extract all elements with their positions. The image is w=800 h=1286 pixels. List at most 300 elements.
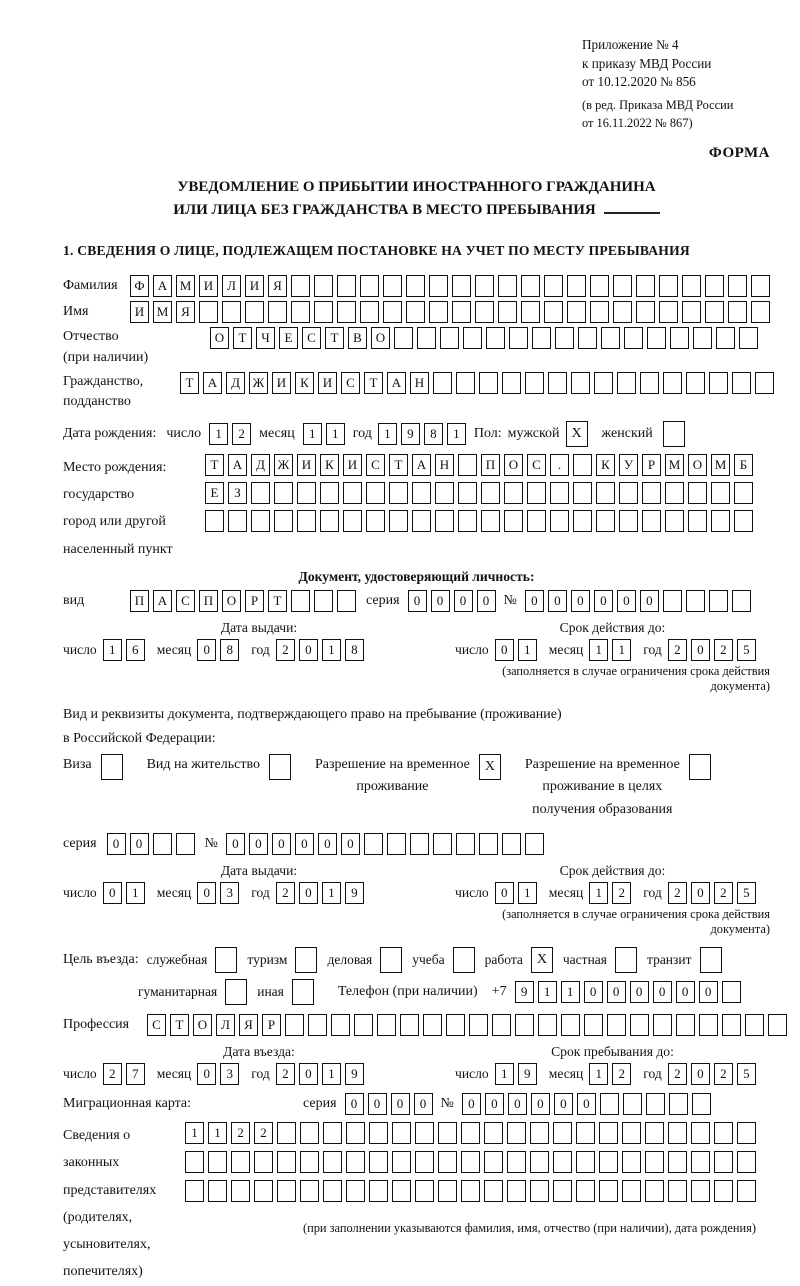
char-cell[interactable]: 2 [714,1063,733,1085]
char-cell[interactable]: 0 [691,1063,710,1085]
char-cell[interactable]: К [295,372,314,394]
char-cell[interactable]: Л [216,1014,235,1036]
char-cell[interactable] [337,301,356,323]
char-cell[interactable] [412,482,431,504]
char-cell[interactable]: 1 [447,423,466,445]
char-cell[interactable]: 0 [584,981,603,1003]
char-cell[interactable]: Л [222,275,241,297]
char-cell[interactable] [619,482,638,504]
char-cell[interactable]: 2 [276,1063,295,1085]
char-cell[interactable]: 0 [691,639,710,661]
char-cell[interactable] [693,327,712,349]
char-cell[interactable]: 2 [254,1122,273,1144]
char-cell[interactable] [481,482,500,504]
char-cell[interactable]: 0 [197,1063,216,1085]
char-cell[interactable]: 1 [561,981,580,1003]
char-cell[interactable]: И [130,301,149,323]
char-cell[interactable]: 0 [548,590,567,612]
char-cell[interactable] [254,1151,273,1173]
char-cell[interactable] [682,301,701,323]
char-cell[interactable] [446,1014,465,1036]
char-cell[interactable] [515,1014,534,1036]
char-cell[interactable] [504,482,523,504]
char-cell[interactable]: И [199,275,218,297]
char-cell[interactable] [383,301,402,323]
checkbox[interactable]: X [479,754,501,780]
char-cell[interactable] [590,301,609,323]
checkbox[interactable] [101,754,123,780]
char-cell[interactable] [208,1151,227,1173]
char-cell[interactable] [484,1180,503,1202]
char-cell[interactable] [600,1093,619,1115]
char-cell[interactable] [323,1151,342,1173]
char-cell[interactable] [553,1122,572,1144]
char-cell[interactable]: О [504,454,523,476]
char-cell[interactable] [665,482,684,504]
char-cell[interactable]: 1 [612,639,631,661]
char-cell[interactable]: 2 [231,1122,250,1144]
char-cell[interactable] [663,590,682,612]
char-cell[interactable] [636,275,655,297]
char-cell[interactable]: 0 [295,833,314,855]
char-cell[interactable]: 0 [391,1093,410,1115]
char-cell[interactable] [331,1014,350,1036]
char-cell[interactable]: С [527,454,546,476]
char-cell[interactable] [530,1180,549,1202]
char-cell[interactable]: 0 [577,1093,596,1115]
char-cell[interactable]: 1 [538,981,557,1003]
char-cell[interactable] [291,590,310,612]
char-cell[interactable]: 0 [495,639,514,661]
char-cell[interactable] [185,1180,204,1202]
char-cell[interactable]: 1 [589,639,608,661]
char-cell[interactable]: 0 [691,882,710,904]
char-cell[interactable] [412,510,431,532]
char-cell[interactable] [498,275,517,297]
char-cell[interactable] [438,1151,457,1173]
char-cell[interactable] [573,482,592,504]
char-cell[interactable] [469,1014,488,1036]
checkbox-cell[interactable]: X [566,421,588,447]
char-cell[interactable] [346,1122,365,1144]
char-cell[interactable]: 0 [272,833,291,855]
char-cell[interactable] [300,1180,319,1202]
char-cell[interactable] [734,510,753,532]
char-cell[interactable] [728,275,747,297]
char-cell[interactable]: 2 [103,1063,122,1085]
char-cell[interactable] [486,327,505,349]
char-cell[interactable]: 1 [208,1122,227,1144]
char-cell[interactable] [525,833,544,855]
char-cell[interactable]: 0 [249,833,268,855]
char-cell[interactable] [231,1151,250,1173]
char-cell[interactable] [435,510,454,532]
char-cell[interactable]: 0 [454,590,473,612]
char-cell[interactable]: Д [251,454,270,476]
char-cell[interactable] [622,1151,641,1173]
char-cell[interactable]: Н [410,372,429,394]
char-cell[interactable]: 2 [714,882,733,904]
char-cell[interactable]: 0 [495,882,514,904]
char-cell[interactable] [366,482,385,504]
char-cell[interactable] [530,1151,549,1173]
char-cell[interactable] [205,510,224,532]
char-cell[interactable]: С [341,372,360,394]
char-cell[interactable] [346,1151,365,1173]
char-cell[interactable] [686,590,705,612]
char-cell[interactable] [507,1180,526,1202]
char-cell[interactable]: Т [325,327,344,349]
char-cell[interactable] [481,510,500,532]
char-cell[interactable] [251,510,270,532]
char-cell[interactable] [699,1014,718,1036]
char-cell[interactable] [415,1151,434,1173]
char-cell[interactable]: К [320,454,339,476]
char-cell[interactable]: И [318,372,337,394]
char-cell[interactable]: М [711,454,730,476]
char-cell[interactable]: 3 [220,1063,239,1085]
char-cell[interactable]: О [210,327,229,349]
char-cell[interactable]: О [371,327,390,349]
char-cell[interactable] [576,1151,595,1173]
char-cell[interactable] [231,1180,250,1202]
char-cell[interactable]: 0 [485,1093,504,1115]
char-cell[interactable] [323,1122,342,1144]
char-cell[interactable] [596,482,615,504]
char-cell[interactable] [389,482,408,504]
char-cell[interactable] [768,1014,787,1036]
char-cell[interactable] [659,301,678,323]
char-cell[interactable] [320,510,339,532]
char-cell[interactable] [722,981,741,1003]
char-cell[interactable]: 0 [630,981,649,1003]
char-cell[interactable] [692,1093,711,1115]
char-cell[interactable]: 0 [345,1093,364,1115]
char-cell[interactable] [714,1122,733,1144]
char-cell[interactable] [285,1014,304,1036]
char-cell[interactable] [346,1180,365,1202]
char-cell[interactable] [458,510,477,532]
char-cell[interactable] [645,1151,664,1173]
char-cell[interactable]: Т [180,372,199,394]
char-cell[interactable] [251,482,270,504]
char-cell[interactable]: 9 [518,1063,537,1085]
char-cell[interactable] [337,275,356,297]
char-cell[interactable] [668,1180,687,1202]
char-cell[interactable] [668,1151,687,1173]
char-cell[interactable] [456,372,475,394]
char-cell[interactable] [622,1122,641,1144]
char-cell[interactable] [573,454,592,476]
char-cell[interactable]: 6 [126,639,145,661]
char-cell[interactable] [691,1122,710,1144]
char-cell[interactable] [594,372,613,394]
checkbox[interactable] [700,947,722,973]
char-cell[interactable] [544,301,563,323]
char-cell[interactable] [429,275,448,297]
checkbox[interactable] [215,947,237,973]
checkbox[interactable] [615,947,637,973]
char-cell[interactable] [705,301,724,323]
char-cell[interactable] [377,1014,396,1036]
char-cell[interactable]: 0 [640,590,659,612]
char-cell[interactable]: 0 [531,1093,550,1115]
char-cell[interactable] [274,510,293,532]
char-cell[interactable] [423,1014,442,1036]
char-cell[interactable] [392,1180,411,1202]
char-cell[interactable]: Т [364,372,383,394]
char-cell[interactable]: . [550,454,569,476]
char-cell[interactable]: А [387,372,406,394]
char-cell[interactable] [590,275,609,297]
char-cell[interactable]: О [688,454,707,476]
char-cell[interactable]: 0 [299,882,318,904]
char-cell[interactable] [527,510,546,532]
char-cell[interactable]: 9 [401,423,420,445]
char-cell[interactable]: 2 [668,882,687,904]
char-cell[interactable] [645,1122,664,1144]
char-cell[interactable]: 1 [326,423,345,445]
char-cell[interactable] [553,1180,572,1202]
char-cell[interactable] [550,482,569,504]
char-cell[interactable] [709,590,728,612]
char-cell[interactable]: Д [226,372,245,394]
char-cell[interactable] [601,327,620,349]
char-cell[interactable] [308,1014,327,1036]
char-cell[interactable]: А [228,454,247,476]
char-cell[interactable]: А [412,454,431,476]
char-cell[interactable] [458,482,477,504]
char-cell[interactable] [737,1180,756,1202]
char-cell[interactable] [728,301,747,323]
char-cell[interactable] [647,327,666,349]
char-cell[interactable]: 7 [126,1063,145,1085]
char-cell[interactable] [392,1151,411,1173]
char-cell[interactable]: Р [245,590,264,612]
char-cell[interactable] [406,275,425,297]
char-cell[interactable] [369,1180,388,1202]
char-cell[interactable] [623,1093,642,1115]
char-cell[interactable] [737,1122,756,1144]
char-cell[interactable]: Е [279,327,298,349]
char-cell[interactable] [613,275,632,297]
char-cell[interactable] [714,1180,733,1202]
checkbox-cell[interactable] [663,421,685,447]
char-cell[interactable]: 2 [232,423,251,445]
char-cell[interactable]: 5 [737,1063,756,1085]
char-cell[interactable] [596,510,615,532]
char-cell[interactable] [228,510,247,532]
char-cell[interactable]: 8 [220,639,239,661]
char-cell[interactable]: 2 [668,1063,687,1085]
char-cell[interactable]: 9 [515,981,534,1003]
char-cell[interactable]: 0 [431,590,450,612]
char-cell[interactable] [277,1151,296,1173]
char-cell[interactable]: П [199,590,218,612]
char-cell[interactable]: 0 [197,639,216,661]
char-cell[interactable]: Я [268,275,287,297]
char-cell[interactable] [387,833,406,855]
char-cell[interactable] [222,301,241,323]
char-cell[interactable] [343,510,362,532]
char-cell[interactable]: А [153,590,172,612]
char-cell[interactable] [711,482,730,504]
char-cell[interactable] [613,301,632,323]
char-cell[interactable] [737,1151,756,1173]
checkbox[interactable] [295,947,317,973]
char-cell[interactable]: И [272,372,291,394]
char-cell[interactable]: И [343,454,362,476]
char-cell[interactable]: У [619,454,638,476]
char-cell[interactable] [646,1093,665,1115]
char-cell[interactable]: 0 [699,981,718,1003]
char-cell[interactable] [343,482,362,504]
char-cell[interactable]: 1 [589,1063,608,1085]
char-cell[interactable]: 0 [318,833,337,855]
char-cell[interactable]: 2 [612,1063,631,1085]
char-cell[interactable] [297,482,316,504]
char-cell[interactable]: С [366,454,385,476]
char-cell[interactable] [475,275,494,297]
char-cell[interactable]: Я [176,301,195,323]
char-cell[interactable] [440,327,459,349]
char-cell[interactable] [507,1122,526,1144]
char-cell[interactable]: 0 [617,590,636,612]
char-cell[interactable] [739,327,758,349]
char-cell[interactable] [274,482,293,504]
char-cell[interactable]: 1 [495,1063,514,1085]
char-cell[interactable] [507,1151,526,1173]
char-cell[interactable]: С [302,327,321,349]
char-cell[interactable]: 1 [322,639,341,661]
char-cell[interactable] [461,1122,480,1144]
char-cell[interactable] [360,275,379,297]
char-cell[interactable] [751,275,770,297]
char-cell[interactable] [567,301,586,323]
char-cell[interactable]: Р [642,454,661,476]
char-cell[interactable] [688,510,707,532]
char-cell[interactable]: С [147,1014,166,1036]
char-cell[interactable]: 2 [612,882,631,904]
char-cell[interactable]: 8 [424,423,443,445]
char-cell[interactable] [461,1151,480,1173]
char-cell[interactable]: З [228,482,247,504]
char-cell[interactable] [185,1151,204,1173]
char-cell[interactable]: 0 [676,981,695,1003]
char-cell[interactable]: 2 [276,882,295,904]
char-cell[interactable]: П [481,454,500,476]
char-cell[interactable] [452,301,471,323]
char-cell[interactable] [521,301,540,323]
char-cell[interactable] [429,301,448,323]
char-cell[interactable] [521,275,540,297]
char-cell[interactable] [337,590,356,612]
char-cell[interactable]: 1 [518,882,537,904]
char-cell[interactable] [406,301,425,323]
char-cell[interactable] [199,301,218,323]
char-cell[interactable]: 9 [345,882,364,904]
char-cell[interactable]: 2 [714,639,733,661]
char-cell[interactable] [291,275,310,297]
char-cell[interactable] [323,1180,342,1202]
char-cell[interactable] [297,510,316,532]
char-cell[interactable]: Т [389,454,408,476]
char-cell[interactable] [619,510,638,532]
char-cell[interactable] [277,1180,296,1202]
char-cell[interactable]: 0 [554,1093,573,1115]
char-cell[interactable] [578,327,597,349]
char-cell[interactable] [544,275,563,297]
char-cell[interactable]: 0 [408,590,427,612]
char-cell[interactable] [463,327,482,349]
char-cell[interactable] [291,301,310,323]
char-cell[interactable]: 2 [668,639,687,661]
char-cell[interactable] [410,833,429,855]
char-cell[interactable] [400,1014,419,1036]
char-cell[interactable] [527,482,546,504]
char-cell[interactable] [369,1151,388,1173]
char-cell[interactable]: Ж [249,372,268,394]
char-cell[interactable]: 0 [594,590,613,612]
char-cell[interactable] [360,301,379,323]
char-cell[interactable] [502,833,521,855]
char-cell[interactable] [665,510,684,532]
char-cell[interactable] [532,327,551,349]
char-cell[interactable] [438,1180,457,1202]
char-cell[interactable]: Р [262,1014,281,1036]
char-cell[interactable] [640,372,659,394]
char-cell[interactable] [461,1180,480,1202]
char-cell[interactable] [653,1014,672,1036]
char-cell[interactable] [268,301,287,323]
checkbox[interactable] [269,754,291,780]
char-cell[interactable]: 0 [368,1093,387,1115]
char-cell[interactable] [433,833,452,855]
char-cell[interactable] [599,1180,618,1202]
char-cell[interactable] [622,1180,641,1202]
char-cell[interactable]: 0 [197,882,216,904]
char-cell[interactable]: 1 [378,423,397,445]
char-cell[interactable] [300,1122,319,1144]
char-cell[interactable]: 0 [607,981,626,1003]
char-cell[interactable] [567,275,586,297]
char-cell[interactable] [153,833,172,855]
char-cell[interactable]: 1 [209,423,228,445]
char-cell[interactable]: О [222,590,241,612]
char-cell[interactable] [366,510,385,532]
char-cell[interactable]: 0 [299,639,318,661]
char-cell[interactable]: И [297,454,316,476]
char-cell[interactable] [509,327,528,349]
char-cell[interactable] [433,372,452,394]
char-cell[interactable] [688,482,707,504]
char-cell[interactable]: 5 [737,639,756,661]
char-cell[interactable] [624,327,643,349]
char-cell[interactable] [709,372,728,394]
char-cell[interactable] [599,1151,618,1173]
char-cell[interactable]: И [245,275,264,297]
char-cell[interactable] [668,1122,687,1144]
char-cell[interactable] [394,327,413,349]
char-cell[interactable] [475,301,494,323]
char-cell[interactable]: Т [205,454,224,476]
char-cell[interactable] [755,372,774,394]
char-cell[interactable] [573,510,592,532]
checkbox[interactable]: X [531,947,553,973]
char-cell[interactable] [452,275,471,297]
char-cell[interactable] [691,1180,710,1202]
char-cell[interactable] [484,1151,503,1173]
